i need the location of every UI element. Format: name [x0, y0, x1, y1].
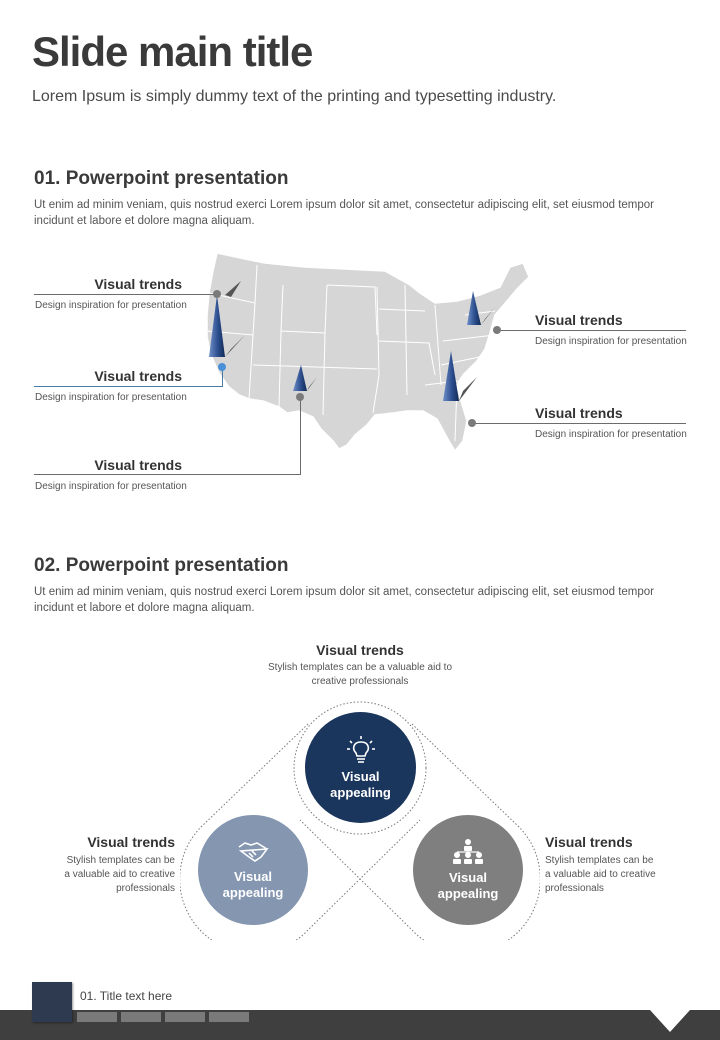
page-subtitle: Lorem Ipsum is simply dummy text of the printing and typesetting industry.: [32, 88, 557, 105]
diagram-right-title: Visual trends: [545, 834, 633, 850]
callout-line-3: [34, 474, 301, 475]
callout-title: Visual trends: [94, 457, 182, 473]
org-chart-icon: [452, 838, 484, 866]
footer-tab-2: [121, 1012, 161, 1022]
callout-line-1: [34, 294, 217, 295]
footer-tab-1: [77, 1012, 117, 1022]
map-callout-4-title: Visual trends: [535, 312, 623, 328]
map-callout-5-desc: Design inspiration for presentation: [535, 429, 687, 440]
section-2-text: Ut enim ad minim veniam, quis nostrud exerci Lorem ipsum dolor sit amet, consectetur adipiscing elit, set eiusmod tempor incidunt et labore et dolore magna aliquam.: [34, 586, 654, 614]
footer-tab-4: [209, 1012, 249, 1022]
callout-dot-1: [213, 290, 221, 298]
section-1-title: 01. Powerpoint presentation: [34, 168, 289, 189]
diagram-top-text: [250, 642, 470, 689]
circle-visual-appealing-left: [198, 815, 308, 925]
callout-dot-5: [468, 419, 476, 427]
footer-square: [32, 982, 72, 1022]
callout-dot-2: [218, 363, 226, 371]
map-callout-2: [34, 368, 182, 384]
callout-dot-4: [493, 326, 501, 334]
footer-title: 01. Title text here: [80, 989, 173, 1003]
diagram-left-title: Visual trends: [87, 834, 175, 850]
lightbulb-icon: [346, 735, 376, 765]
callout-line-5: [472, 423, 686, 424]
map-callout-4-desc: Design inspiration for presentation: [535, 336, 687, 347]
callout-line-2: [34, 386, 223, 387]
footer-notch: [650, 1008, 690, 1034]
map-callout-1: [34, 276, 182, 292]
diagram-right-desc: Stylish templates can be a valuable aid to creative professionals: [545, 855, 656, 894]
us-map-outline: [207, 253, 529, 451]
diagram-top-desc: Stylish templates can be a valuable aid to creative professionals: [268, 662, 452, 687]
callout-line-4: [497, 330, 686, 331]
callout-desc: Design inspiration for presentation: [35, 392, 187, 403]
callout-title: Visual trends: [94, 276, 182, 292]
page-title: Slide main title: [32, 28, 313, 75]
circle-label: Visual appealing: [222, 869, 284, 900]
diagram-top-title: Visual trends: [316, 642, 404, 658]
map-callout-5-title: Visual trends: [535, 405, 623, 421]
footer-tab-3: [165, 1012, 205, 1022]
map-callout-3: [34, 457, 182, 473]
diagram-left-desc: Stylish templates can be a valuable aid to creative professionals: [64, 855, 175, 894]
circle-visual-appealing-right: [413, 815, 523, 925]
us-map: [195, 245, 540, 460]
circle-label: Visual appealing: [330, 768, 391, 800]
section-2-title: 02. Powerpoint presentation: [34, 555, 289, 576]
handshake-icon: [237, 839, 269, 865]
callout-desc: Design inspiration for presentation: [35, 481, 187, 492]
callout-desc: Design inspiration for presentation: [35, 300, 187, 311]
circle-label: Visual appealing: [437, 870, 499, 901]
callout-dot-3: [296, 393, 304, 401]
callout-title: Visual trends: [94, 368, 182, 384]
section-1-text: Ut enim ad minim veniam, quis nostrud exerci Lorem ipsum dolor sit amet, consectetur adipiscing elit, set eiusmod tempor incidunt et labore et dolore magna aliquam.: [34, 199, 654, 227]
diagram-left-text: [60, 834, 175, 896]
diagram-right-text: [545, 834, 660, 896]
callout-vline-3: [300, 398, 301, 474]
circle-visual-appealing-top: [305, 712, 416, 823]
